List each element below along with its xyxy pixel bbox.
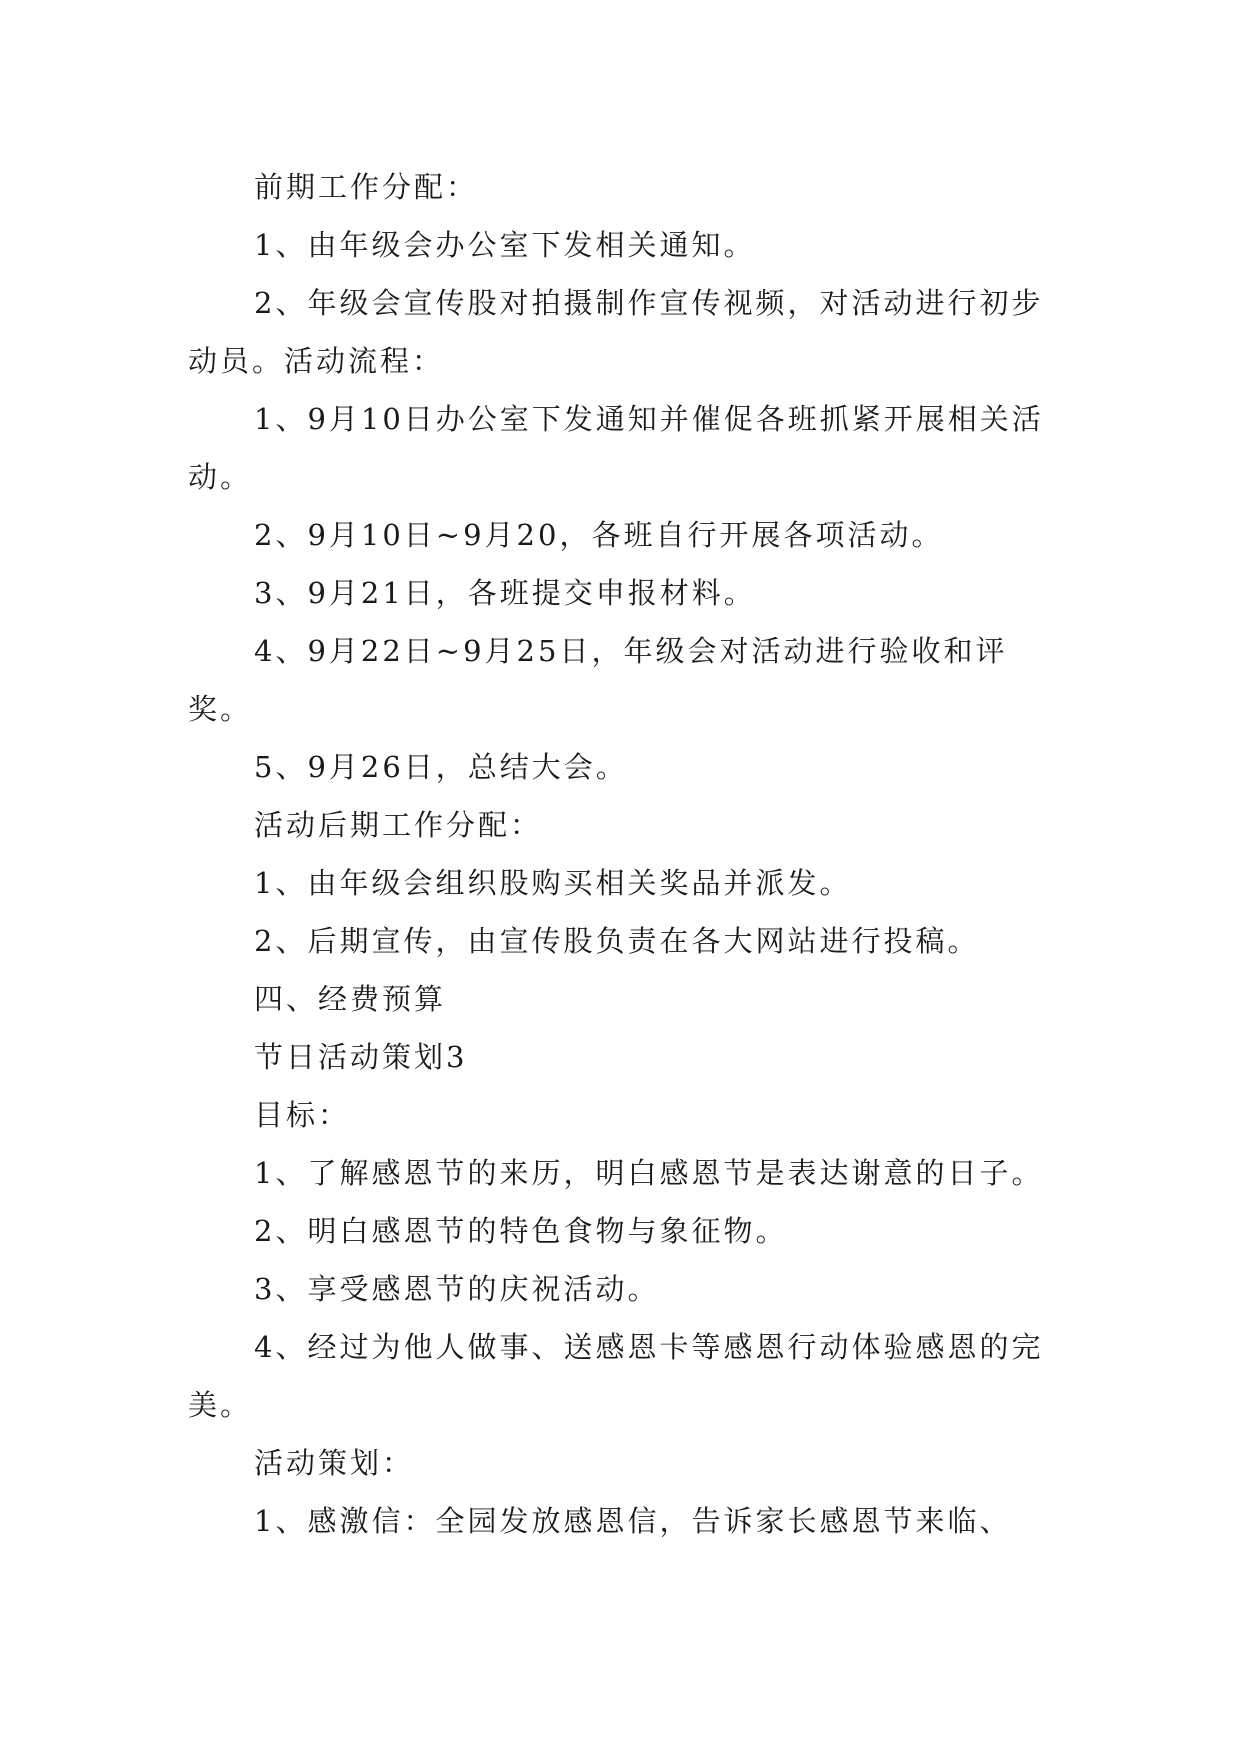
paragraph-process-item-1: 1、9月10日办公室下发通知并催促各班抓紧开展相关活动。: [188, 402, 1044, 494]
document-body: [188, 158, 1068, 1550]
paragraph-late-work-item-2: 2、后期宣传，由宣传股负责在各大网站进行投稿。: [254, 924, 980, 958]
paragraph-early-work-item-1: 1、由年级会办公室下发相关通知。: [254, 228, 756, 262]
paragraph-plan-heading: 活动策划：: [254, 1446, 415, 1480]
paragraph-early-work-item-2: 2、年级会宣传股对拍摄制作宣传视频，对活动进行初步动员。活动流程：: [188, 286, 1044, 378]
paragraph-goal-item-1: 1、了解感恩节的来历，明白感恩节是表达谢意的日子。: [254, 1156, 1044, 1190]
paragraph-goal-item-2: 2、明白感恩节的特色食物与象征物。: [254, 1214, 788, 1248]
paragraph-goal-item-3: 3、享受感恩节的庆祝活动。: [254, 1272, 660, 1306]
paragraph-plan-item-1: 1、感激信：全园发放感恩信，告诉家长感恩节来临、: [254, 1504, 1012, 1538]
paragraph-goal-item-4: 4、经过为他人做事、送感恩卡等感恩行动体验感恩的完美。: [188, 1330, 1044, 1422]
paragraph-process-item-5: 5、9月26日，总结大会。: [254, 750, 628, 784]
paragraph-budget-heading: 四、经费预算: [254, 982, 447, 1016]
paragraph-goals-heading: 目标：: [254, 1098, 351, 1132]
paragraph-process-item-3: 3、9月21日，各班提交申报材料。: [254, 576, 756, 610]
paragraph-process-item-4: 4、9月22日~9月25日，年级会对活动进行验收和评奖。: [188, 634, 1008, 726]
paragraph-process-item-2: 2、9月10日~9月20，各班自行开展各项活动。: [254, 518, 944, 552]
paragraph-section-title: 节日活动策划3: [254, 1040, 468, 1074]
paragraph-late-work-item-1: 1、由年级会组织股购买相关奖品并派发。: [254, 866, 852, 900]
paragraph-late-work-heading: 活动后期工作分配：: [254, 808, 543, 842]
paragraph-early-work-heading: 前期工作分配：: [254, 170, 479, 204]
